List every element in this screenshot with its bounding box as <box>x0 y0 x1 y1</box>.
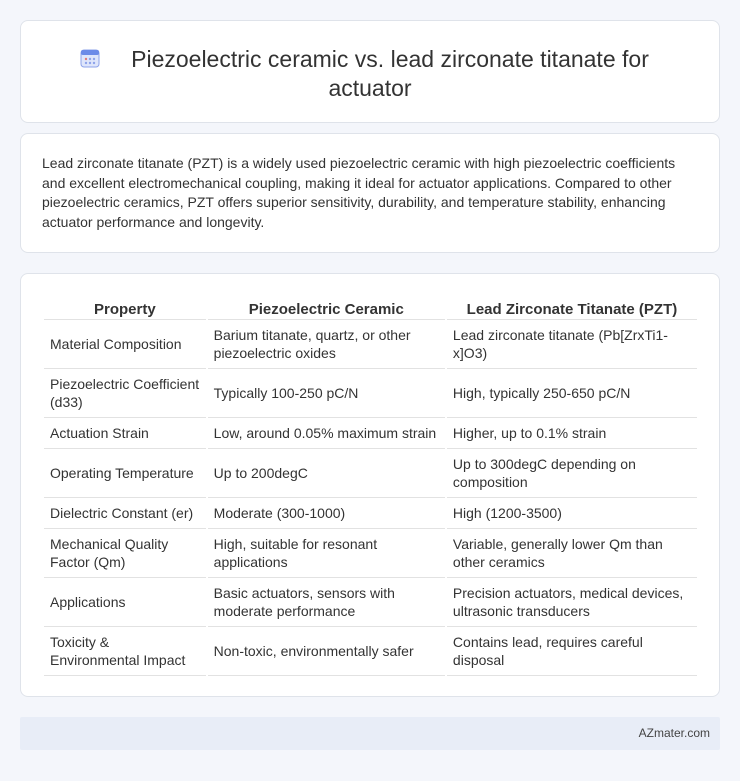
cell-pzt: Contains lead, requires careful disposal <box>447 627 697 676</box>
page-title <box>21 45 719 103</box>
cell-ceramic: Typically 100-250 pC/N <box>208 369 445 418</box>
header-piezoelectric-ceramic: Piezoelectric Ceramic <box>208 295 445 320</box>
header-pzt: Lead Zirconate Titanate (PZT) <box>447 295 697 320</box>
table-row <box>44 320 697 369</box>
intro-card <box>20 133 720 253</box>
comparison-table <box>42 295 699 676</box>
cell-pzt: Lead zirconate titanate (Pb[ZrxTi1-x]O3) <box>447 320 697 369</box>
table-row <box>44 627 697 676</box>
cell-pzt: Up to 300degC depending on composition <box>447 449 697 498</box>
cell-property: Dielectric Constant (er) <box>44 498 206 529</box>
page-title-line2: actuator <box>328 75 412 101</box>
page-title-line1: Piezoelectric ceramic vs. lead zirconate titanate for <box>131 46 649 72</box>
table-row <box>44 578 697 627</box>
cell-property: Operating Temperature <box>44 449 206 498</box>
footer <box>20 717 720 750</box>
table-row <box>44 418 697 449</box>
header-property: Property <box>44 295 206 320</box>
cell-property: Mechanical Quality Factor (Qm) <box>44 529 206 578</box>
comparison-card <box>20 273 720 697</box>
table-row <box>44 529 697 578</box>
cell-ceramic: Low, around 0.05% maximum strain <box>208 418 445 449</box>
title-card <box>20 20 720 123</box>
intro-paragraph: Lead zirconate titanate (PZT) is a widely used piezoelectric ceramic with high piezoelectric coefficients and excellent electromechanical coupling, making it ideal for actuator applications. Compared to other piezoelectric ceramics, PZT offers superior sensitivity, durability, and temperature stability, enhancing actuator performance and longevity. <box>42 155 676 230</box>
footer-brand: AZmater.com <box>638 726 710 740</box>
cell-property: Actuation Strain <box>44 418 206 449</box>
table-row <box>44 369 697 418</box>
cell-property: Piezoelectric Coefficient (d33) <box>44 369 206 418</box>
cell-ceramic: Up to 200degC <box>208 449 445 498</box>
cell-pzt: Higher, up to 0.1% strain <box>447 418 697 449</box>
table-row <box>44 449 697 498</box>
table-row <box>44 498 697 529</box>
cell-ceramic: Barium titanate, quartz, or other piezoelectric oxides <box>208 320 445 369</box>
cell-property: Material Composition <box>44 320 206 369</box>
cell-pzt: Variable, generally lower Qm than other ceramics <box>447 529 697 578</box>
table-header-row <box>44 295 697 320</box>
cell-ceramic: High, suitable for resonant applications <box>208 529 445 578</box>
cell-pzt: High, typically 250-650 pC/N <box>447 369 697 418</box>
cell-pzt: High (1200-3500) <box>447 498 697 529</box>
cell-ceramic: Non-toxic, environmentally safer <box>208 627 445 676</box>
cell-property: Applications <box>44 578 206 627</box>
cell-pzt: Precision actuators, medical devices, ultrasonic transducers <box>447 578 697 627</box>
cell-ceramic: Basic actuators, sensors with moderate performance <box>208 578 445 627</box>
cell-property: Toxicity & Environmental Impact <box>44 627 206 676</box>
cell-ceramic: Moderate (300-1000) <box>208 498 445 529</box>
